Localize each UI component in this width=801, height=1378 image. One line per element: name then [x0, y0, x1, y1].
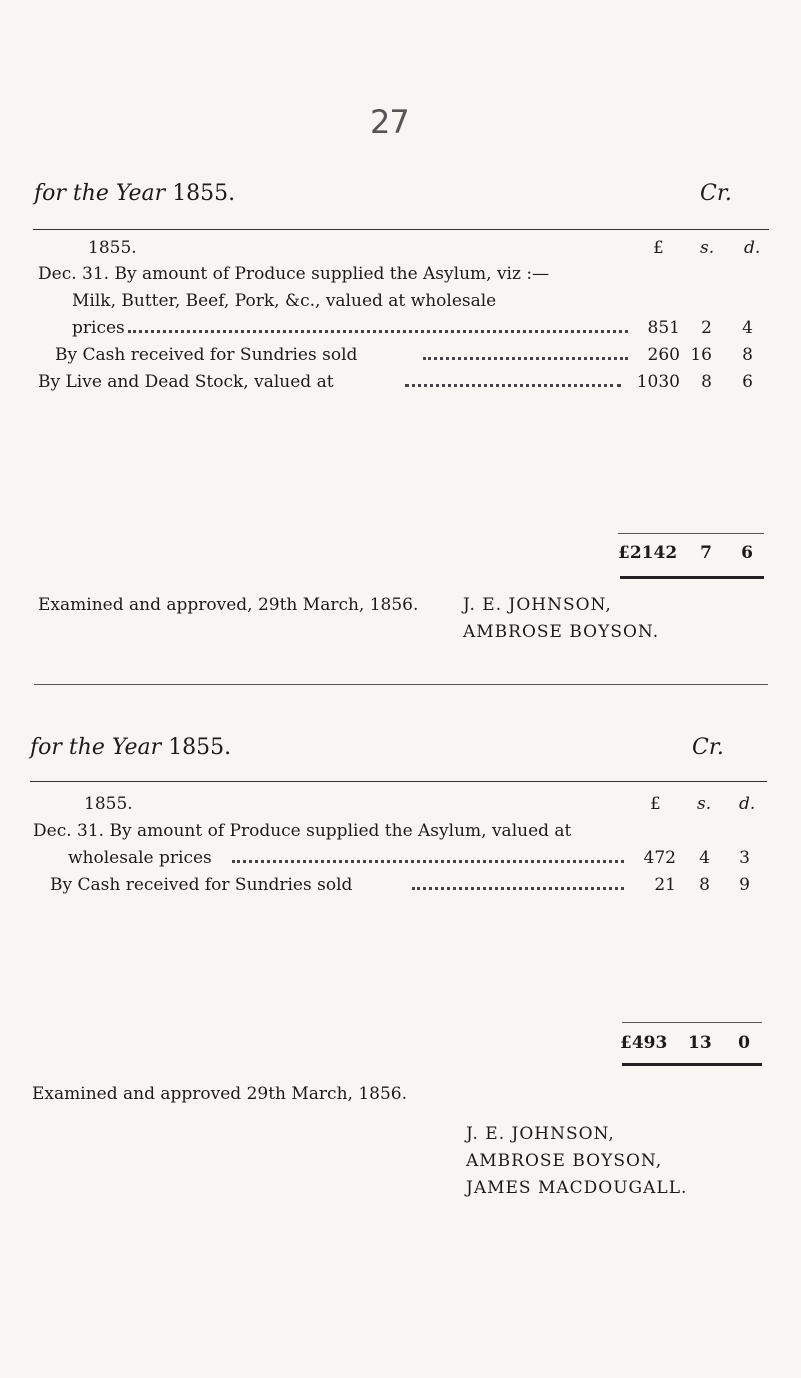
entry-pounds: 1030	[636, 372, 680, 392]
section-divider	[34, 684, 768, 685]
entry-pounds: 851	[647, 318, 680, 338]
signatory: J. E. JOHNSON,	[466, 1124, 615, 1144]
intro-line: Milk, Butter, Beef, Pork, &c., valued at wholesale	[72, 291, 497, 311]
section-header	[30, 735, 231, 760]
dot-leader	[423, 357, 628, 360]
entry-pence: 9	[739, 875, 750, 895]
year-label: 1855.	[88, 238, 137, 258]
signatory: AMBROSE BOYSON.	[463, 622, 660, 642]
pounds-header: £	[653, 238, 664, 258]
intro-line: Dec. 31. By amount of Produce supplied the Asylum, viz :—	[38, 264, 550, 284]
pounds-header: £	[650, 794, 661, 814]
shillings-header: s.	[700, 238, 715, 258]
entry-label: wholesale prices	[68, 848, 212, 868]
approval-text: Examined and approved, 29th March, 1856.	[38, 595, 419, 615]
total-pence: 0	[738, 1033, 750, 1053]
entry-shillings: 8	[699, 875, 710, 895]
entry-shillings: 8	[701, 372, 712, 392]
entry-pence: 4	[742, 318, 753, 338]
header-rule	[33, 229, 769, 230]
total-pence: 6	[741, 543, 753, 563]
entry-label: By Cash received for Sundries sold	[50, 875, 353, 895]
entry-label: prices	[72, 318, 125, 338]
total-double-rule	[622, 1063, 762, 1066]
header-year: 1855.	[172, 181, 236, 206]
header-cr: Cr.	[700, 181, 732, 206]
entry-shillings: 16	[690, 345, 712, 365]
entry-label: By Cash received for Sundries sold	[55, 345, 358, 365]
header-cr: Cr.	[692, 735, 724, 760]
signatory: J. E. JOHNSON,	[463, 595, 612, 615]
entry-pounds: 472	[643, 848, 676, 868]
dot-leader	[405, 384, 621, 387]
approval-text: Examined and approved 29th March, 1856.	[32, 1084, 407, 1104]
entry-label: By Live and Dead Stock, valued at	[38, 372, 334, 392]
pence-header: d.	[739, 794, 756, 814]
total-pounds: £493	[620, 1033, 668, 1053]
header-italic: for the Year	[34, 181, 166, 206]
entry-pence: 3	[739, 848, 750, 868]
dot-leader	[128, 330, 628, 333]
intro-line: Dec. 31. By amount of Produce supplied the Asylum, valued at	[33, 821, 572, 841]
shillings-header: s.	[697, 794, 712, 814]
signatory: JAMES MACDOUGALL.	[466, 1178, 688, 1198]
entry-pence: 8	[742, 345, 753, 365]
pence-header: d.	[744, 238, 761, 258]
section-header	[34, 181, 235, 206]
entry-pounds: 21	[654, 875, 676, 895]
dot-leader	[232, 860, 624, 863]
header-rule	[30, 781, 767, 782]
total-double-rule	[620, 576, 764, 579]
entry-pounds: 260	[647, 345, 680, 365]
header-italic: for the Year	[30, 735, 162, 760]
total-shillings: 13	[688, 1033, 712, 1053]
year-label: 1855.	[84, 794, 133, 814]
entry-pence: 6	[742, 372, 753, 392]
total-shillings: 7	[700, 543, 712, 563]
signatory: AMBROSE BOYSON,	[466, 1151, 663, 1171]
page-number: 27	[370, 103, 409, 141]
total-rule	[618, 533, 764, 534]
entry-shillings: 2	[701, 318, 712, 338]
header-year: 1855.	[168, 735, 232, 760]
entry-shillings: 4	[699, 848, 710, 868]
dot-leader	[412, 887, 624, 890]
total-rule	[622, 1022, 762, 1023]
total-pounds: £2142	[618, 543, 678, 563]
